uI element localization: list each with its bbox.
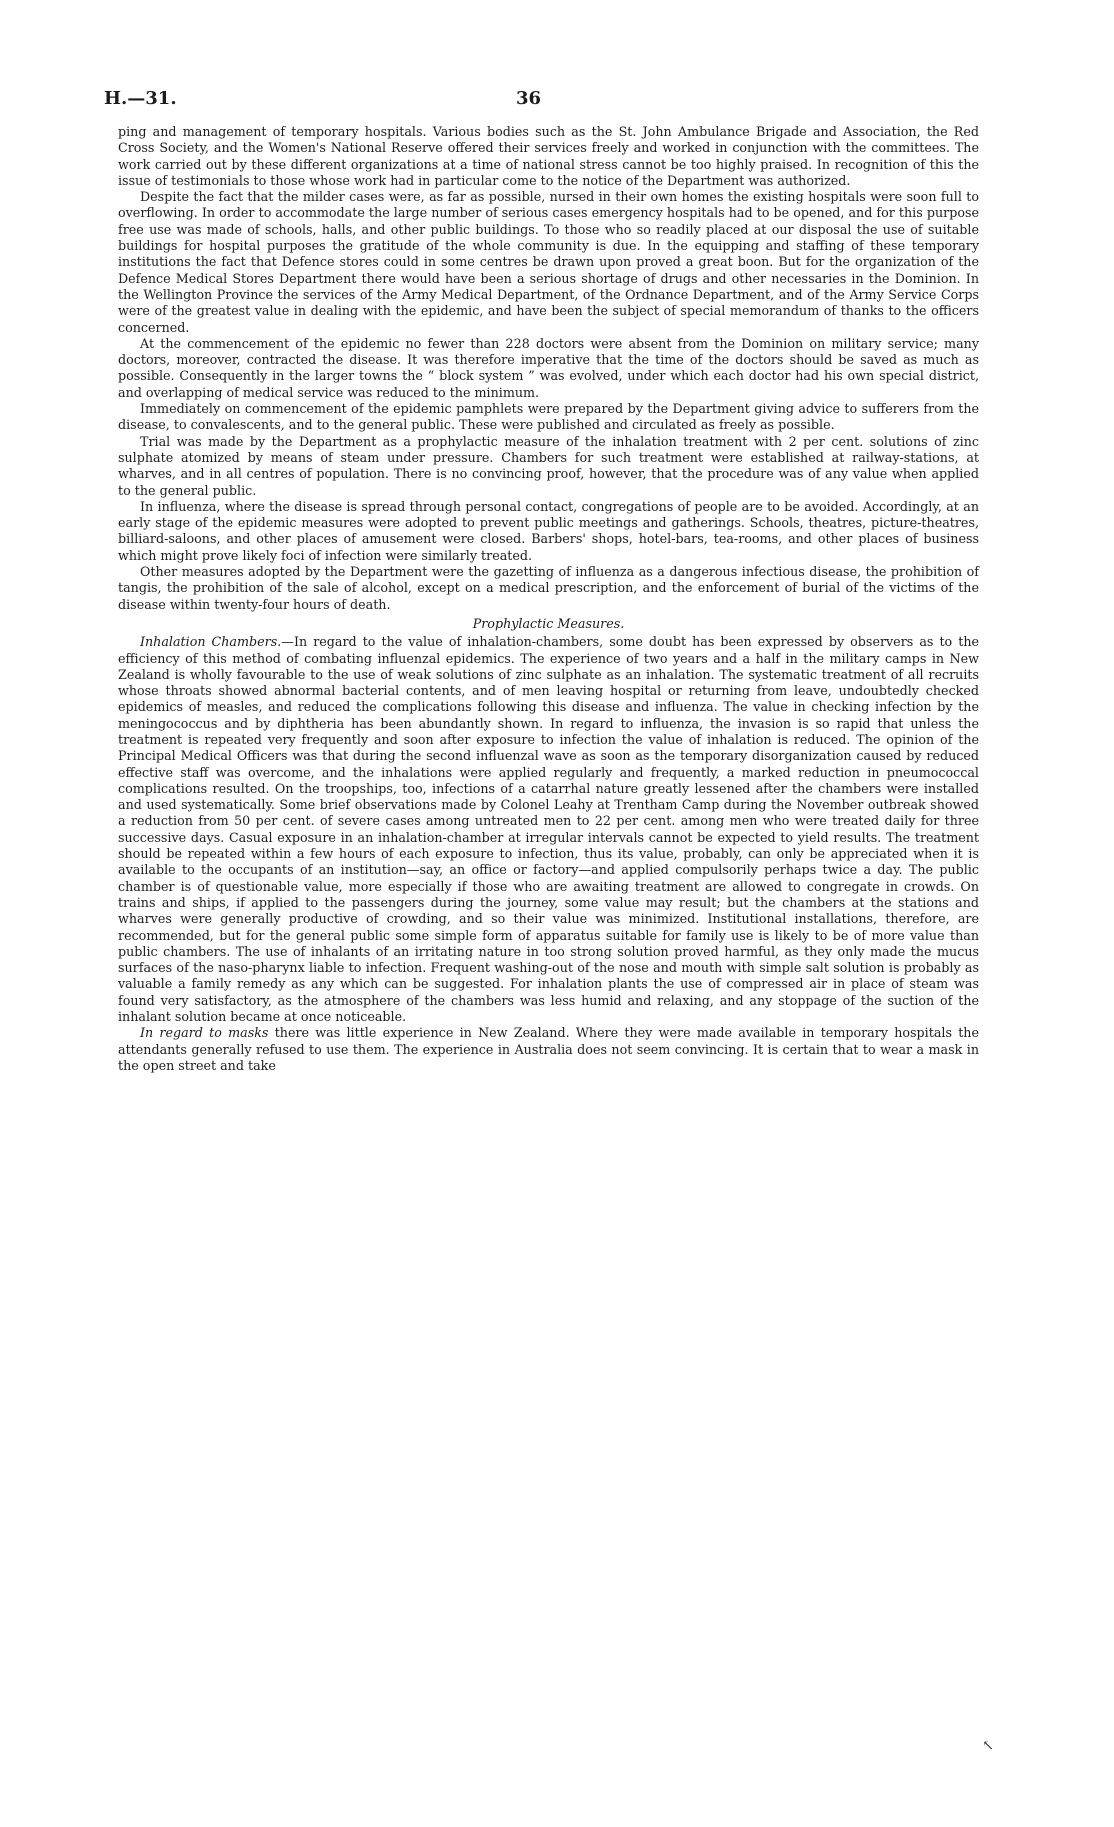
paragraph-masks xyxy=(118,1025,979,1074)
paragraph-gatherings: In influenza, where the disease is spread through personal contact, congregations of people are to be avoided. Accordingly, at an early stage of the epidemic measures were adopted to prevent public meetings and gatherings. Schools, theatres, picture-theatres, billiard-saloons, and other places of amusement were closed. Barbers' shops, hotel-bars, tea-rooms, and other places of business which might prove likely foci of infection were similarly treated. xyxy=(118,498,979,563)
section-heading: Prophylactic Measures. xyxy=(472,615,625,631)
paragraph-hospitals-continued: ping and management of temporary hospitals. Various bodies such as the St. John Ambulance Brigade and Association, the Red Cross Society, and the Women's National Reserve offered their services freely and worked in conjunction with the committees. The work carried out by these different organizations at a time of national stress cannot be too highly praised. In recognition of this the issue of testimonials to those whose work had in particular come to the notice of the Department was authorized. xyxy=(118,124,979,188)
document-reference: H.—31. xyxy=(104,88,177,109)
inhalation-lead: Inhalation Chambers. xyxy=(140,634,282,650)
page-number: 36 xyxy=(516,88,542,109)
masks-lead: In regard to masks xyxy=(140,1025,269,1041)
corner-mark-icon: ↖ xyxy=(982,1738,994,1754)
paragraph-inhalation-trial: Trial was made by the Department as a prophylactic measure of the inhalation treatment with 2 per cent. solutions of zinc sulphate atomized by means of steam under pressure. Chambers for such treatment were established at railway-stations, at wharves, and in all centres of population. There is no convincing proof, however, that the procedure was of any value when applied to the general public. xyxy=(118,433,979,498)
paragraph-pamphlets: Immediately on commencement of the epidemic pamphlets were prepared by the Department giving advice to sufferers from the disease, to convalescents, and to the general public. These were published and circulated as freely as possible. xyxy=(118,401,979,433)
paragraph-other-measures: Other measures adopted by the Department were the gazetting of influenza as a dangerous infectious disease, the prohibition of tangis, the prohibition of the sale of alcohol, except on a medical prescription, and the enforcement of burial of the victims of the disease within twenty-four hours of death. xyxy=(118,564,979,612)
masks-text: there was little experience in New Zealand. Where they were made available in temporary hospitals the attendants generally refused to use them. The experience in Australia does not seem convincing. It is certain that to wear a mask in the open street and take xyxy=(118,1025,979,1073)
paragraph-doctors: At the commencement of the epidemic no fewer than 228 doctors were absent from the Dominion on military service; many doctors, moreover, contracted the disease. It was therefore imperative that the time of the doctors should be saved as much as possible. Consequently in the larger towns the “ block system ” was evolved, under which each doctor had his own special district, and overlapping of medical service was reduced to the minimum. xyxy=(118,335,979,400)
body-text xyxy=(118,124,979,1074)
paragraph-emergency-hospitals: Despite the fact that the milder cases were, as far as possible, nursed in their own homes the existing hospitals were soon full to overflowing. In order to accommodate the large number of serious cases emergency hospitals had to be opened, and for this purpose free use was made of schools, halls, and other public buildings. To those who so readily placed at our disposal the use of suitable buildings for hospital purposes the gratitude of the whole community is due. In the equipping and staffing of these temporary institutions the fact that Defence stores could in some centres be drawn upon proved a great boon. But for the organization of the Defence Medical Stores Department there would have been a serious shortage of drugs and other necessaries in the Dominion. In the Wellington Province the services of the Army Medical Department, of the Ordnance Department, and of the Army Service Corps were of the greatest value in dealing with the epidemic, and have been the subject of special memorandum of thanks to the officers concerned. xyxy=(118,189,979,335)
page-header xyxy=(104,88,1004,114)
paragraph-inhalation-chambers xyxy=(118,634,979,1025)
inhalation-text: —In regard to the value of inhalation-chambers, some doubt has been expressed by observers as to the efficiency of this method of combating influenzal epidemics. The experience of two years and a half in the military camps in New Zealand is wholly favourable to the use of weak solutions of zinc sulphate as an inhalation. The systematic treatment of all recruits whose throats showed abnormal bacterial contents, and of men leaving hospital or returning from leave, undoubtedly checked epidemics of measles, and reduced the complications following this disease and influenza. The value in checking infection by the meningococcus and by diphtheria has been abundantly shown. In regard to influenza, the invasion is so rapid that unless the treatment is repeated very frequently and soon after exposure to infection the value of inhalation is reduced. The opinion of the Principal Medical Officers was that during the second influenzal wave as soon as the temporary disorganization caused by reduced effective staff was overcome, and the inhalations were applied regularly and frequently, a marked reduction in pneumococcal complications resulted. On the troopships, too, infections of a catarrhal nature greatly lessened after the chambers were installed and used systematically. Some brief observations made by Colonel Leahy at Trentham Camp during the November outbreak showed a reduction from 50 per cent. of severe cases among untreated men to 22 per cent. among men who were treated daily for three successive days. Casual exposure in an inhalation-chamber at irregular intervals cannot be expected to yield results. The treatment should be repeated within a few hours of each exposure to infection, thus its value, probably, can only be appreciated when it is available to the occupants of an institution—say, an office or factory—and applied compulsorily perhaps twice a day. The public chamber is of questionable value, more especially if those who are awaiting treatment are allowed to congregate in crowds. On trains and ships, if applied to the passengers during the journey, some value may result; but the chambers at the stations and wharves were generally productive of crowding, and so their value was minimized. Institutional installations, therefore, are recommended, but for the general public some simple form of apparatus suitable for family use is likely to be of more value than public chambers. The use of inhalants of an irritating nature in too strong solution proved harmful, as they only made the mucus surfaces of the naso-pharynx liable to infection. Frequent washing-out of the nose and mouth with simple salt solution is probably as valuable a family remedy as any which can be suggested. For inhalation plants the use of compressed air in place of steam was found very satisfactory, as the atmosphere of the chambers was less humid and relaxing, and any stoppage of the suction of the inhalant solution became at once noticeable. xyxy=(118,634,980,1025)
